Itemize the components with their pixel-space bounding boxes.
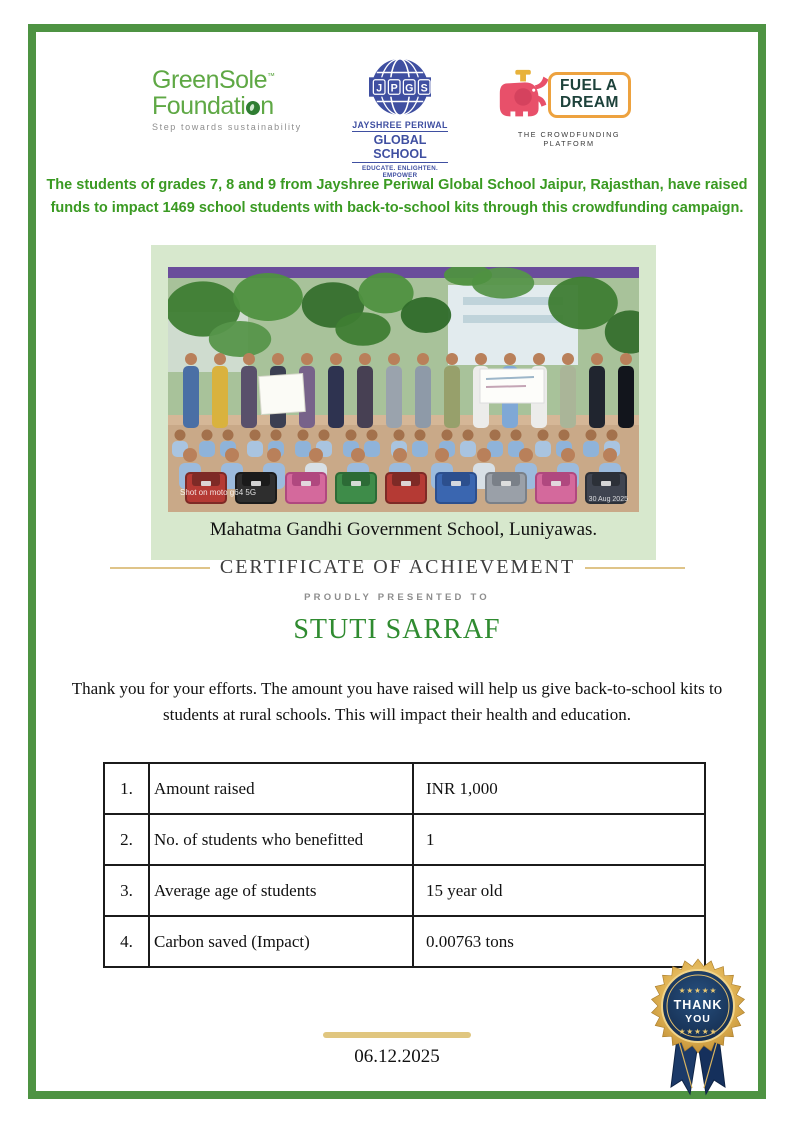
certificate-heading-row (110, 556, 685, 579)
thank-you-badge (648, 956, 748, 1108)
jpgs-school-name2: GLOBAL SCHOOL (352, 131, 448, 163)
table-row: 1. Amount raised INR 1,000 (104, 763, 705, 814)
svg-text:P: P (390, 82, 398, 95)
campaign-intro-text: The students of grades 7, 8 and 9 from Jayshree Periwal Global School Jaipur, Rajasthan, have raised funds to impact 1469 school students with back-to-school kits through this crowdfunding campaign. (46, 177, 748, 217)
photo-caption: Mahatma Gandhi Government School, Luniyawas. (209, 519, 598, 540)
table-row: 3. Average age of students 15 year old (104, 865, 705, 916)
recipient-name: STUTI SARRAF (293, 614, 501, 645)
svg-text:S: S (420, 82, 428, 95)
stars-top: ★★★★★ (678, 986, 718, 995)
svg-text:J: J (376, 82, 383, 95)
logos-row (0, 56, 794, 179)
badge-thank: THANK (673, 998, 723, 1012)
svg-text:G: G (405, 82, 414, 95)
fuel-a-dream-tagline: THE CROWDFUNDING PLATFORM (517, 130, 621, 148)
greensole-foundation-word: Foundati n (152, 91, 274, 120)
table-row: 2. No. of students who benefitted 1 (104, 814, 705, 865)
greensole-wordmark: GreenSole™ (152, 66, 275, 94)
presented-to-label: PROUDLY PRESENTED TO (304, 592, 490, 603)
left-rule (110, 567, 210, 569)
jpgs-school-name: JAYSHREE PERIWAL (352, 120, 448, 130)
jpgs-school-logo (352, 56, 448, 179)
fuel-a-dream-wordmark: FUEL A DREAM (548, 72, 631, 117)
stars-bottom: ★★★★★ (678, 1027, 718, 1036)
thank-you-message: Thank you for your efforts. The amount you have raised will help us give back-to-school kits to students at rural schools. This will impact their health and education. (71, 679, 723, 725)
greensole-tagline: Step towards sustainability (152, 122, 302, 132)
photo-watermark-left: Shot on moto g64 5G (180, 488, 257, 497)
photo-illustration (168, 267, 639, 512)
impact-table (103, 762, 706, 968)
impact-table-body (104, 763, 705, 967)
school-group-photo (168, 267, 639, 512)
greensole-foundation-logo (152, 68, 312, 132)
jpgs-motto: EDUCATE. ENLIGHTEN. EMPOWER (361, 165, 439, 179)
right-rule (585, 567, 685, 569)
school-photo-card (151, 245, 656, 560)
table-row: 4. Carbon saved (Impact) 0.00763 tons (104, 916, 705, 967)
certificate-title: CERTIFICATE OF ACHIEVEMENT (219, 556, 576, 578)
jpgs-globe-icon (369, 56, 431, 118)
photo-watermark-right: 30 Aug 2025 (588, 496, 628, 503)
certificate-date: 06.12.2025 (354, 1046, 440, 1067)
fuel-a-dream-logo (494, 64, 644, 148)
elephant-pump-icon (494, 64, 556, 126)
date-rule (323, 1032, 471, 1038)
badge-you: YOU (685, 1013, 711, 1025)
footprint-globe-icon (246, 101, 260, 115)
